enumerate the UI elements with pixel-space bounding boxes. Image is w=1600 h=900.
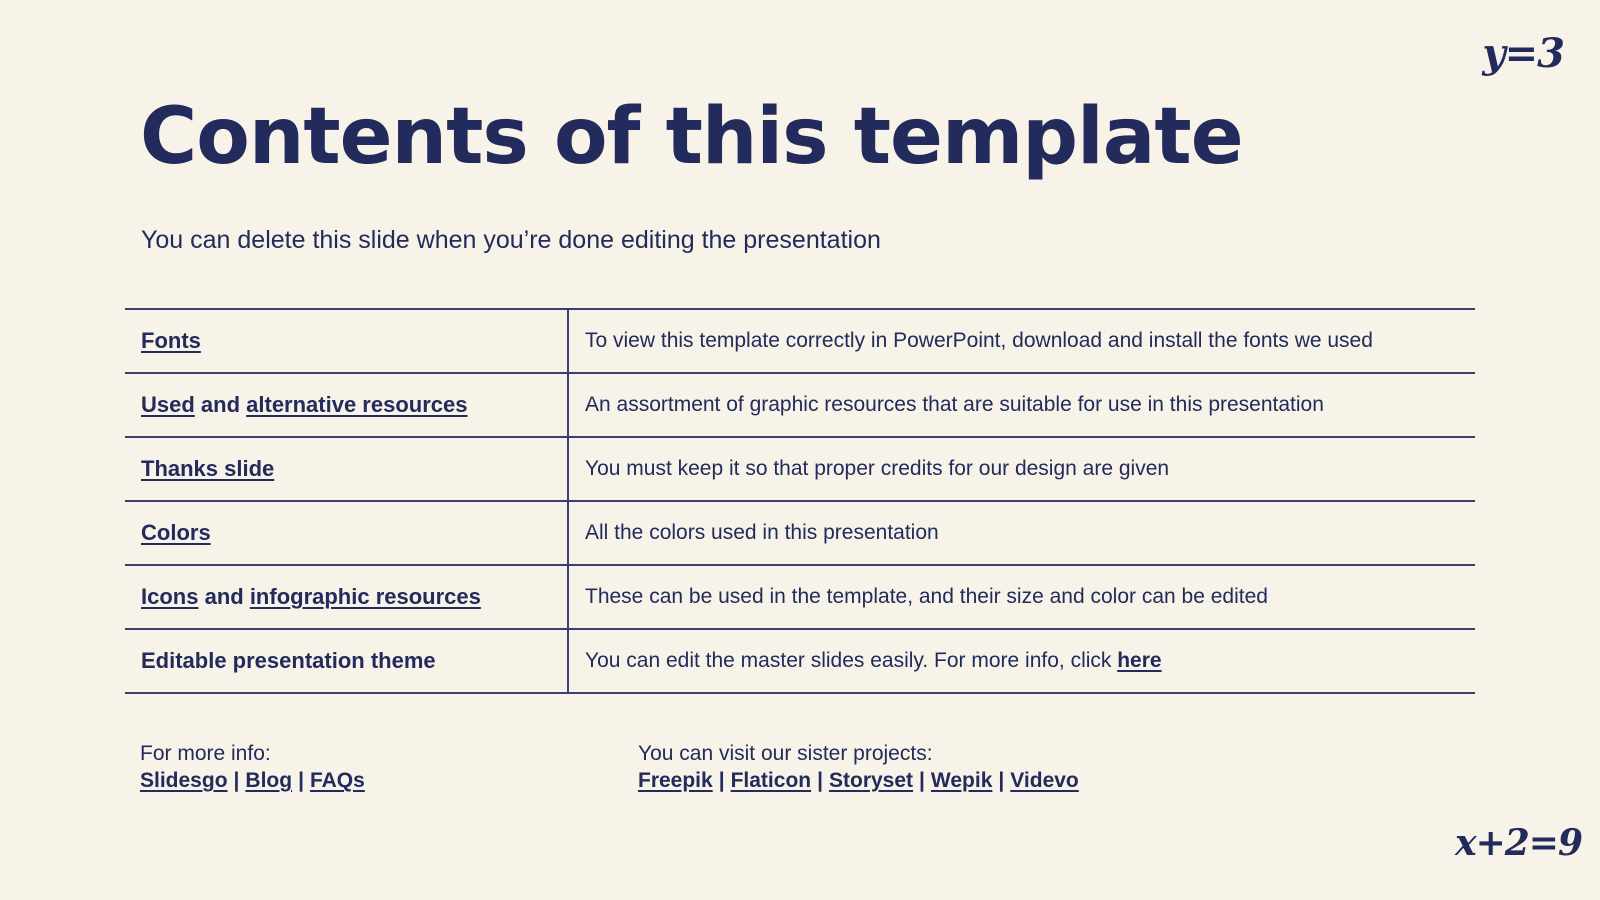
cell-text: You must keep it so that proper credits for our design are given: [585, 457, 1170, 480]
table-cell-topic: [125, 437, 568, 501]
link-here[interactable]: here: [1117, 649, 1162, 672]
cell-text: These can be used in the template, and their size and color can be edited: [585, 585, 1268, 608]
decor-equation-top: y=3: [1482, 30, 1564, 77]
table-cell-topic: [125, 629, 568, 693]
link-thanks-slide[interactable]: Thanks slide: [141, 456, 275, 481]
table-cell-description: [568, 629, 1475, 693]
link-separator: |: [998, 769, 1005, 792]
decor-equation-bottom: x+2=9: [1455, 822, 1582, 864]
footer-sister-projects-label: You can visit our sister projects:: [638, 742, 933, 765]
table-row: [125, 501, 1475, 565]
table-cell-topic: [125, 565, 568, 629]
table-row: [125, 373, 1475, 437]
footer-sister-projects: [638, 740, 1079, 794]
link-icons[interactable]: Icons: [141, 584, 199, 609]
footer-more-info: [140, 740, 365, 794]
page-subtitle: You can delete this slide when you’re done editing the presentation: [141, 226, 881, 254]
table-row: [125, 565, 1475, 629]
link-fonts[interactable]: Fonts: [141, 328, 201, 353]
table-row: [125, 629, 1475, 693]
link-videvo[interactable]: Videvo: [1010, 769, 1079, 792]
table-cell-description: [568, 437, 1475, 501]
link-storyset[interactable]: Storyset: [829, 769, 914, 792]
link-separator: |: [817, 769, 823, 792]
cell-text: and: [198, 584, 250, 609]
table-row: [125, 309, 1475, 373]
link-faqs[interactable]: FAQs: [309, 769, 365, 792]
table-cell-topic: [125, 373, 568, 437]
link-alternative-resources[interactable]: alternative resources: [246, 392, 468, 417]
link-separator: |: [298, 769, 304, 792]
table-cell-topic: [125, 309, 568, 373]
link-flaticon[interactable]: Flaticon: [730, 769, 812, 792]
footer-more-info-links: [140, 767, 365, 794]
cell-text: Editable presentation theme: [141, 648, 436, 673]
table-cell-description: [568, 565, 1475, 629]
cell-text: and: [194, 392, 247, 417]
link-infographic-resources[interactable]: infographic resources: [249, 584, 481, 609]
link-separator: |: [919, 769, 925, 792]
footer-more-info-label: For more info:: [140, 742, 271, 765]
link-freepik[interactable]: Freepik: [638, 769, 713, 792]
link-slidesgo[interactable]: Slidesgo: [140, 769, 228, 792]
link-used[interactable]: Used: [141, 392, 195, 417]
contents-table: [125, 308, 1475, 694]
link-separator: |: [718, 769, 725, 792]
table-cell-description: [568, 373, 1475, 437]
cell-text: All the colors used in this presentation: [585, 521, 939, 544]
table-cell-topic: [125, 501, 568, 565]
table-cell-description: [568, 309, 1475, 373]
cell-text: You can edit the master slides easily. For more info, click: [585, 649, 1118, 672]
cell-text: To view this template correctly in PowerPoint, download and install the fonts we used: [585, 329, 1373, 352]
link-colors[interactable]: Colors: [141, 520, 211, 545]
table-cell-description: [568, 501, 1475, 565]
link-blog[interactable]: Blog: [245, 769, 293, 792]
link-wepik[interactable]: Wepik: [930, 769, 993, 792]
link-separator: |: [233, 769, 240, 792]
footer-sister-projects-links: [638, 767, 1079, 794]
table-row: [125, 437, 1475, 501]
page-title: Contents of this template: [140, 92, 1243, 182]
cell-text: An assortment of graphic resources that are suitable for use in this presentation: [585, 393, 1324, 416]
